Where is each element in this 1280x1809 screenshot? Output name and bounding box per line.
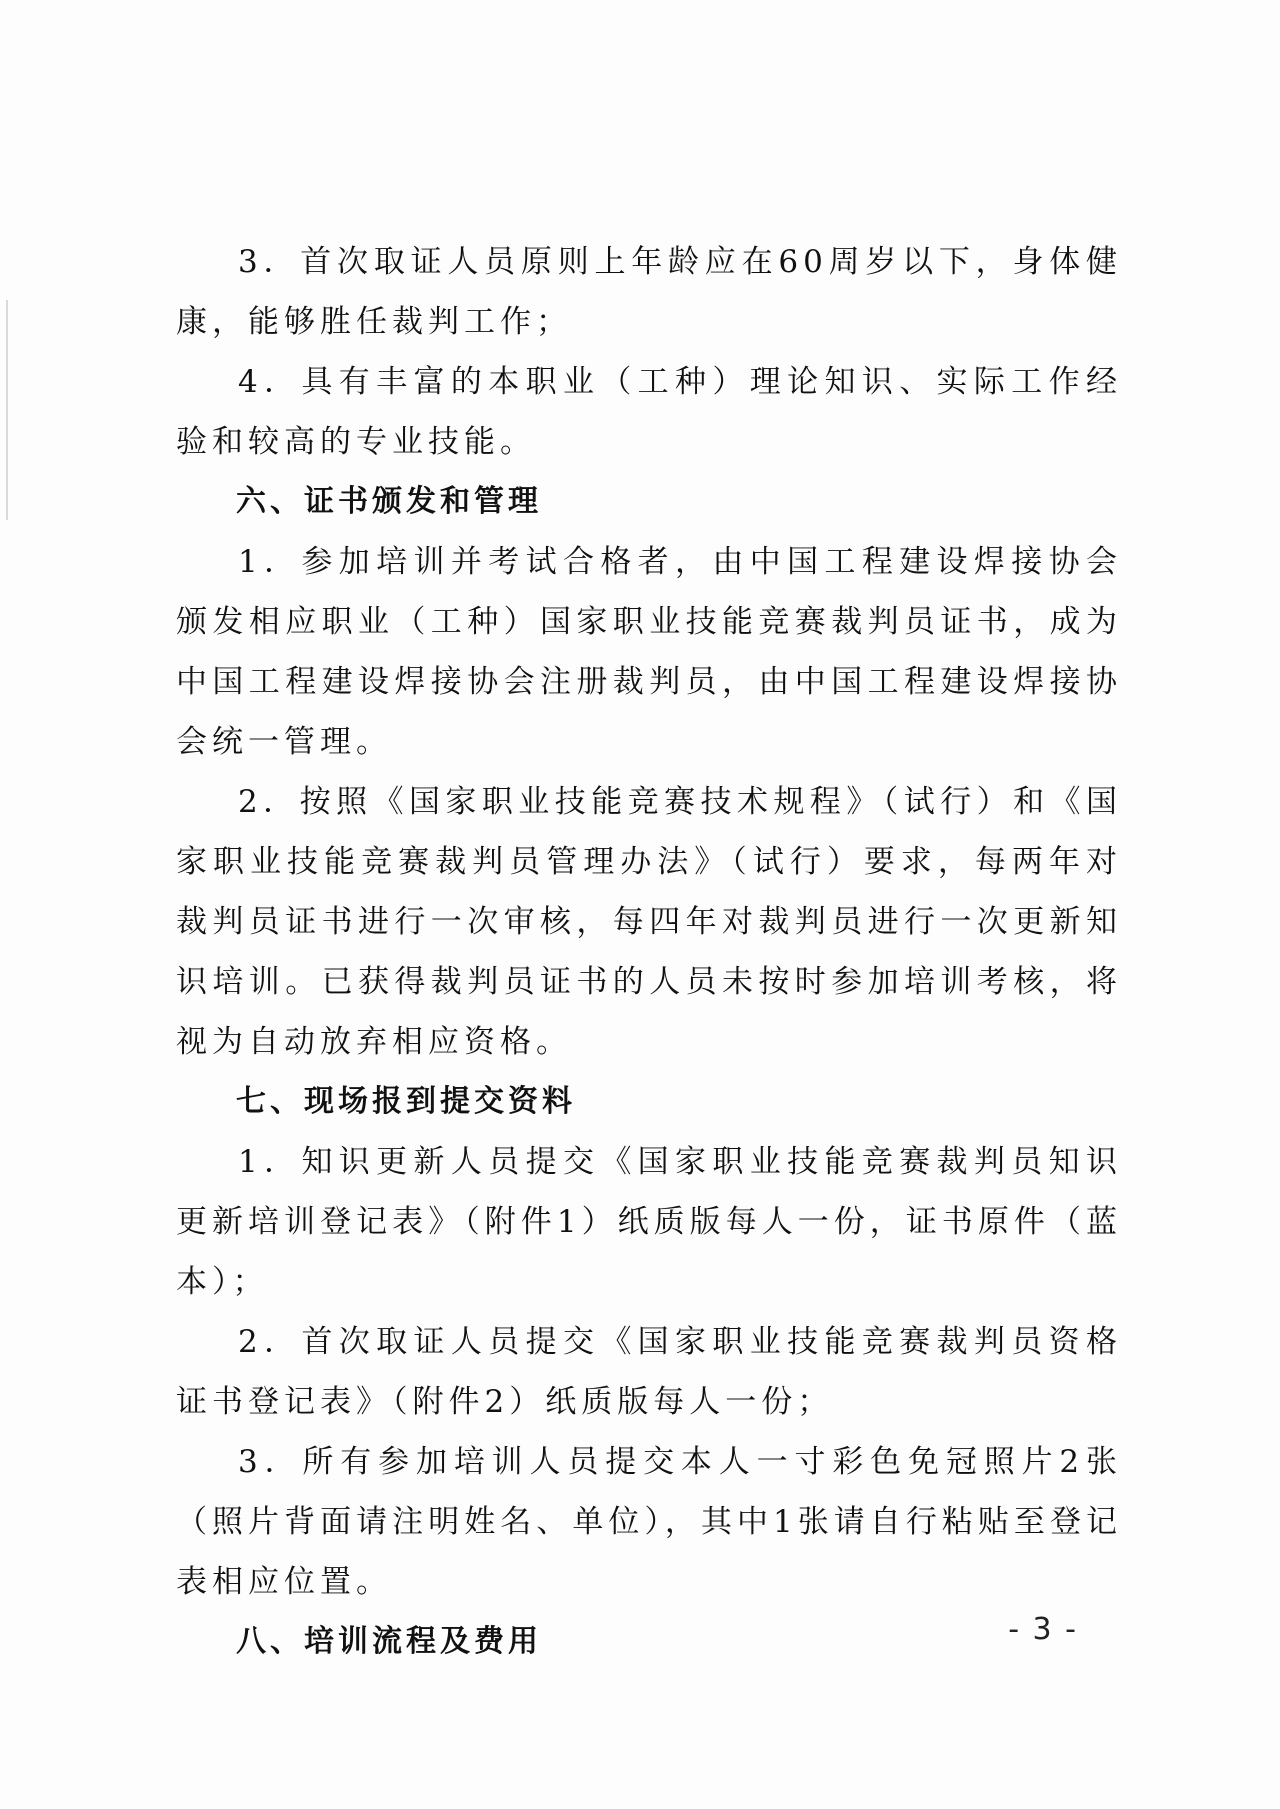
paragraph-certificate-issue: 1．参加培训并考试合格者，由中国工程建设焊接协会颁发相应职业（工种）国家职业技能竞赛裁判员证书，成为中国工程建设焊接协会注册裁判员，由中国工程建设焊接协会统一管理。 <box>176 544 1122 760</box>
paragraph-materials-first: 2．首次取证人员提交《国家职业技能竞赛裁判员资格证书登记表》（附件2）纸质版每人一份； <box>176 1324 1122 1420</box>
section-heading-certificate: 六、证书颁发和管理 <box>236 484 542 519</box>
section-heading-process-fees: 八、培训流程及费用 <box>236 1624 542 1659</box>
paragraph-age-requirement: 3．首次取证人员原则上年龄应在60周岁以下，身体健康，能够胜任裁判工作； <box>176 244 1122 340</box>
scan-edge-mark <box>6 300 8 520</box>
paragraph-materials-update: 1．知识更新人员提交《国家职业技能竞赛裁判员知识更新培训登记表》（附件1）纸质版每人一份，证书原件（蓝本）； <box>176 1144 1122 1300</box>
document-body <box>176 232 1122 1672</box>
paragraph-certificate-review: 2．按照《国家职业技能竞赛技术规程》（试行）和《国家职业技能竞赛裁判员管理办法》（试行）要求，每两年对裁判员证书进行一次审核，每四年对裁判员进行一次更新知识培训。已获得裁判员证书的人员未按时参加培训考核，将视为自动放弃相应资格。 <box>176 784 1122 1060</box>
page-number: - 3 - <box>1008 1612 1078 1647</box>
paragraph-materials-photo: 3．所有参加培训人员提交本人一寸彩色免冠照片2张（照片背面请注明姓名、单位），其中1张请自行粘贴至登记表相应位置。 <box>176 1444 1122 1600</box>
section-heading-materials: 七、现场报到提交资料 <box>236 1084 576 1119</box>
paragraph-skill-requirement: 4．具有丰富的本职业（工种）理论知识、实际工作经验和较高的专业技能。 <box>176 364 1122 460</box>
